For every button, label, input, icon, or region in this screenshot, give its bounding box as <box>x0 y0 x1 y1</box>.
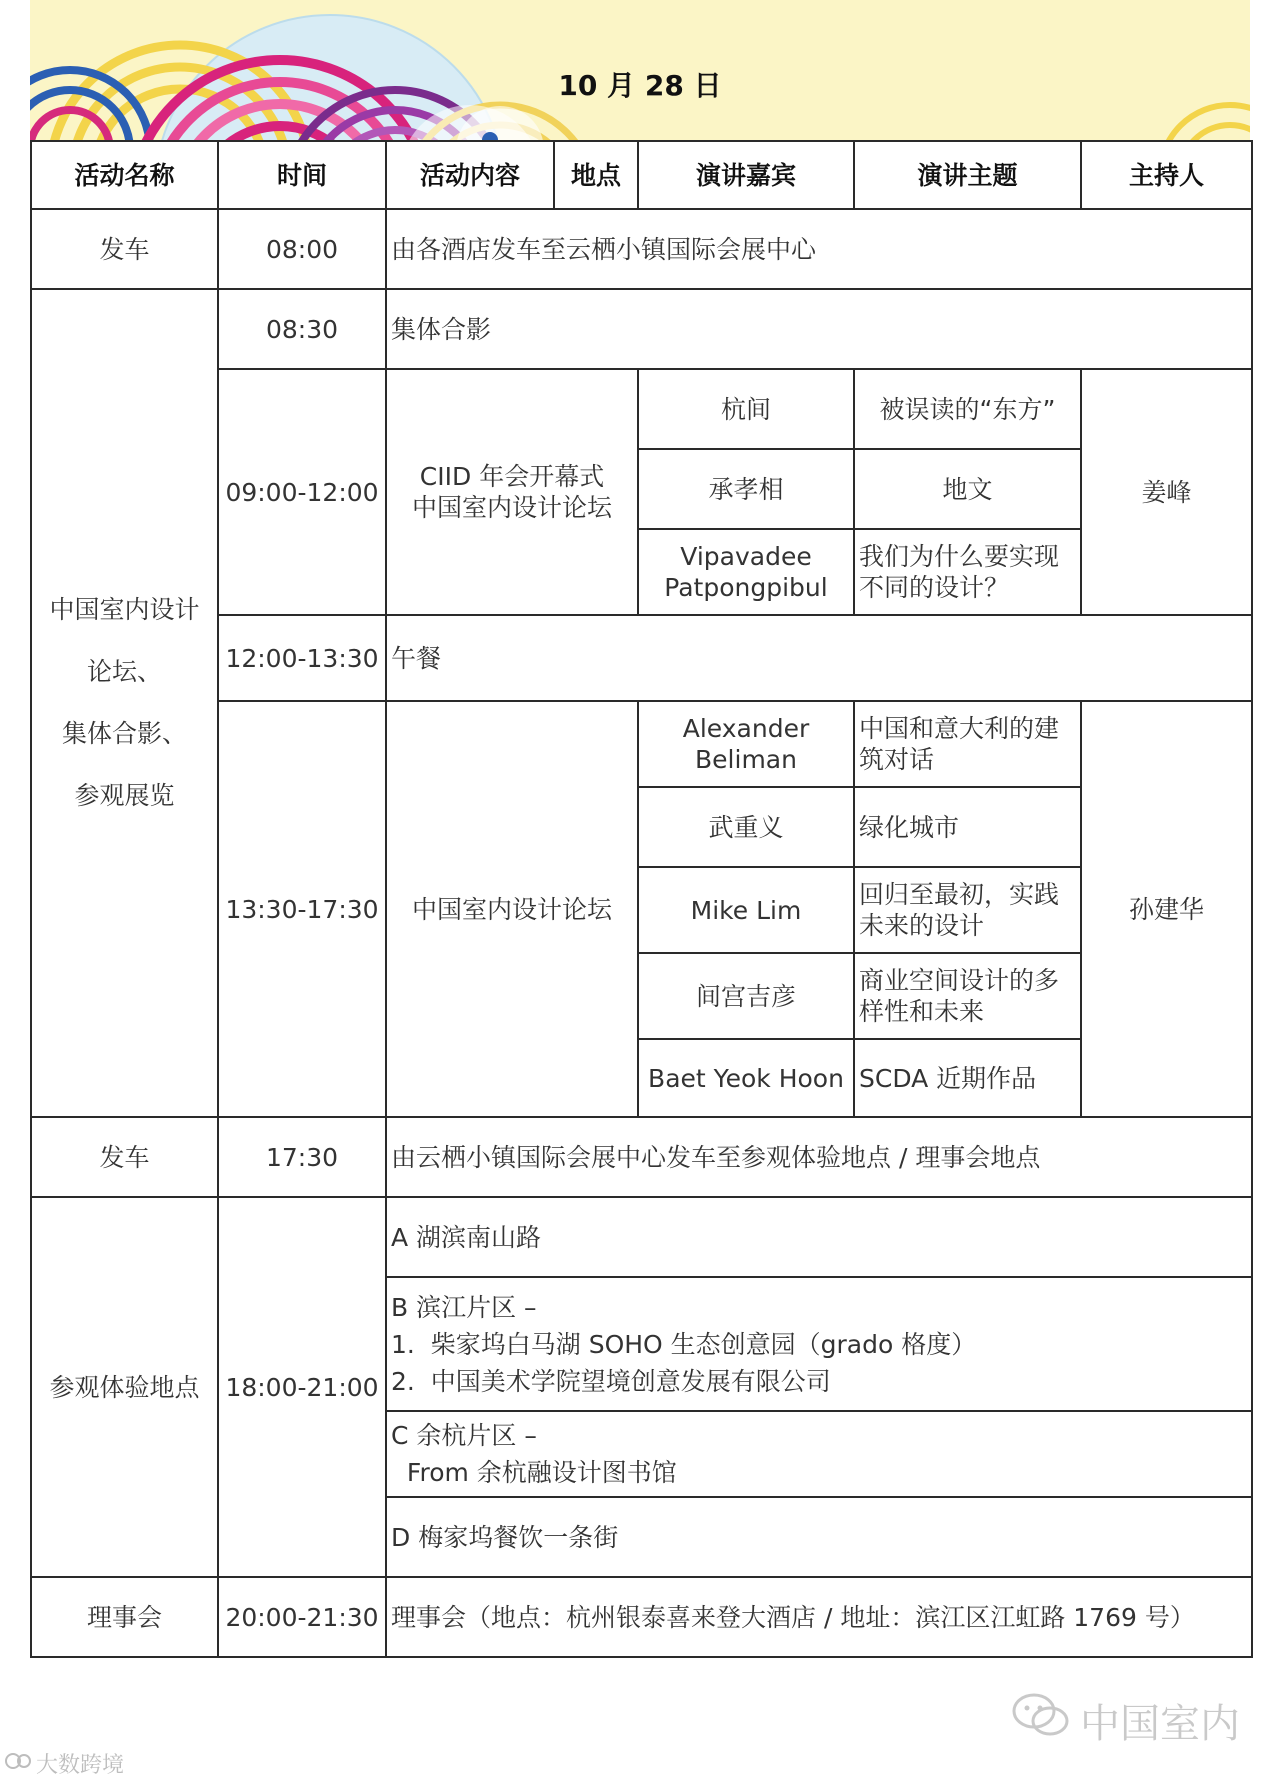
watermark-right-text: 中国室内 <box>1080 1701 1240 1747</box>
time-cell: 13:30-17:30 <box>218 701 386 1117</box>
table-row <box>31 1197 1252 1277</box>
schedule-table <box>30 140 1253 1658</box>
time-cell: 12:00-13:30 <box>218 615 386 701</box>
time-cell: 17:30 <box>218 1117 386 1197</box>
topic-cell: 回归至最初，实践 未来的设计 <box>854 867 1081 953</box>
col-header-host: 主持人 <box>1081 141 1252 209</box>
topic-cell: 绿化城市 <box>854 787 1081 867</box>
content-cell: 由各酒店发车至云栖小镇国际会展中心 <box>386 209 1252 289</box>
speaker-cell: Alexander Beliman <box>638 701 854 787</box>
content-cell: 午餐 <box>386 615 1252 701</box>
topic-cell: 中国和意大利的建 筑对话 <box>854 701 1081 787</box>
activity-name-cell: 中国室内设计 论坛、 集体合影、 参观展览 <box>31 289 218 1117</box>
time-cell: 09:00-12:00 <box>218 369 386 615</box>
table-row <box>31 209 1252 289</box>
watermark-left <box>4 1748 124 1779</box>
time-cell: 18:00-21:00 <box>218 1197 386 1577</box>
activity-name-cell: 参观体验地点 <box>31 1197 218 1577</box>
speaker-cell: 杭间 <box>638 369 854 449</box>
col-header-location: 地点 <box>554 141 638 209</box>
col-header-activity-content: 活动内容 <box>386 141 554 209</box>
speaker-cell: 承孝相 <box>638 449 854 529</box>
content-cell: 中国室内设计论坛 <box>386 701 638 1117</box>
topic-cell: SCDA 近期作品 <box>854 1039 1081 1117</box>
content-cell: A 湖滨南山路 <box>386 1197 1252 1277</box>
speaker-cell: 武重义 <box>638 787 854 867</box>
topic-cell: 商业空间设计的多 样性和未来 <box>854 953 1081 1039</box>
content-cell: B 滨江片区 – 1. 柴家坞白马湖 SOHO 生态创意园（grado 格度） 2. 中国美术学院望境创意发展有限公司 <box>386 1277 1252 1411</box>
content-cell: D 梅家坞餐饮一条街 <box>386 1497 1252 1577</box>
col-header-topic: 演讲主题 <box>854 141 1081 209</box>
content-cell: C 余杭片区 – From 余杭融设计图书馆 <box>386 1411 1252 1497</box>
host-cell: 孙建华 <box>1081 701 1252 1117</box>
activity-name-cell: 发车 <box>31 1117 218 1197</box>
time-cell: 20:00-21:30 <box>218 1577 386 1657</box>
col-header-speaker: 演讲嘉宾 <box>638 141 854 209</box>
speaker-cell: Baet Yeok Hoon <box>638 1039 854 1117</box>
content-cell: 由云栖小镇国际会展中心发车至参观体验地点 / 理事会地点 <box>386 1117 1252 1197</box>
content-cell: 集体合影 <box>386 289 1252 369</box>
topic-cell: 地文 <box>854 449 1081 529</box>
activity-name-cell: 发车 <box>31 209 218 289</box>
table-header-row <box>31 141 1252 209</box>
col-header-time: 时间 <box>218 141 386 209</box>
speaker-cell: 间宫吉彦 <box>638 953 854 1039</box>
speaker-cell: Mike Lim <box>638 867 854 953</box>
content-cell: CIID 年会开幕式 中国室内设计论坛 <box>386 369 638 615</box>
watermark-right <box>1012 1692 1240 1749</box>
logo-icon <box>4 1750 32 1778</box>
wechat-icon <box>1012 1693 1070 1749</box>
time-cell: 08:00 <box>218 209 386 289</box>
watermark-left-text: 大数跨境 <box>36 1753 125 1778</box>
topic-cell: 我们为什么要实现 不同的设计？ <box>854 529 1081 615</box>
col-header-activity-name: 活动名称 <box>31 141 218 209</box>
table-row <box>31 289 1252 369</box>
host-cell: 姜峰 <box>1081 369 1252 615</box>
topic-cell: 被误读的“东方” <box>854 369 1081 449</box>
time-cell: 08:30 <box>218 289 386 369</box>
activity-name-cell: 理事会 <box>31 1577 218 1657</box>
table-row <box>31 1117 1252 1197</box>
schedule-date-title: 10 月 28 日 <box>558 69 722 102</box>
content-cell: 理事会（地点：杭州银泰喜来登大酒店 / 地址：滨江区江虹路 1769 号） <box>386 1577 1252 1657</box>
speaker-cell: Vipavadee Patpongpibul <box>638 529 854 615</box>
table-row <box>31 1577 1252 1657</box>
